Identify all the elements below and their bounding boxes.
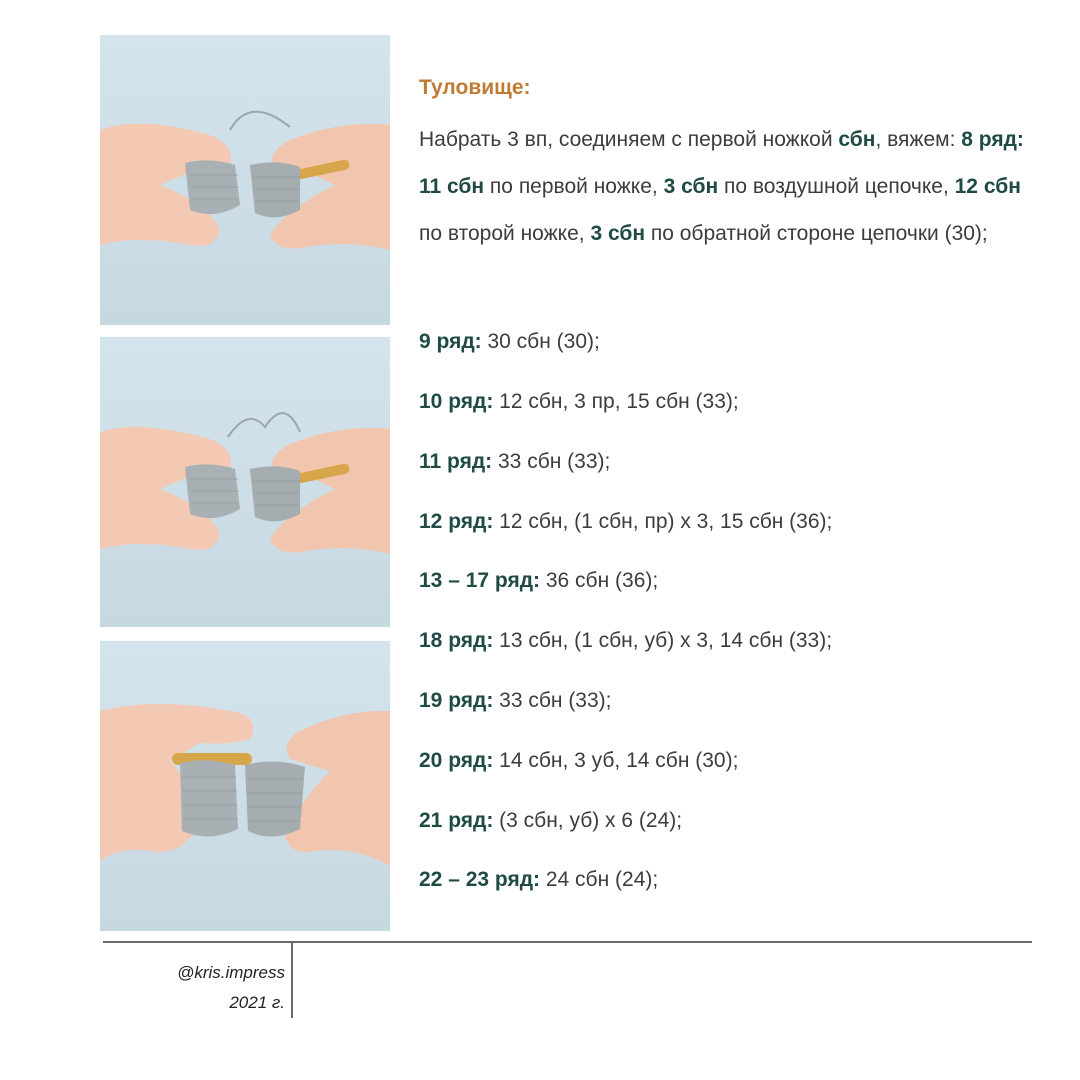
row-label: 10 ряд: xyxy=(419,390,494,413)
intro-bold-segment: 3 сбн xyxy=(590,222,646,245)
row-text: 12 сбн, (1 сбн, пр) х 3, 15 сбн (36); xyxy=(493,510,833,533)
row-label: 21 ряд: xyxy=(419,809,494,832)
intro-segment: по воздушной цепочке, xyxy=(718,175,955,198)
pattern-row xyxy=(419,687,612,715)
row-text: 33 сбн (33); xyxy=(493,689,612,712)
footer-vertical-divider xyxy=(291,943,293,1018)
pattern-row xyxy=(419,388,739,416)
row-label: 13 – 17 ряд: xyxy=(419,569,541,592)
pattern-row xyxy=(419,508,832,536)
row-text: 12 сбн, 3 пр, 15 сбн (33); xyxy=(493,390,739,413)
pattern-row xyxy=(419,627,832,655)
row-text: 36 сбн (36); xyxy=(540,569,659,592)
intro-bold-segment: сбн xyxy=(838,128,876,151)
pattern-row xyxy=(419,747,738,775)
footer-year: 2021 г. xyxy=(229,993,285,1012)
intro-paragraph xyxy=(419,116,1039,257)
row-label: 11 ряд: xyxy=(419,450,493,473)
row-text: 33 сбн (33); xyxy=(492,450,611,473)
row-text: (3 сбн, уб) х 6 (24); xyxy=(493,809,683,832)
row-label: 19 ряд: xyxy=(419,689,494,712)
row-label: 18 ряд: xyxy=(419,629,494,652)
row-label: 20 ряд: xyxy=(419,749,494,772)
row-text: 24 сбн (24); xyxy=(540,868,659,891)
intro-segment: , вяжем: xyxy=(875,128,962,151)
author-handle: @kris.impress xyxy=(177,963,285,982)
row-label: 12 ряд: xyxy=(419,510,494,533)
intro-bold-segment: 12 сбн xyxy=(954,175,1021,198)
pattern-row xyxy=(419,328,600,356)
section-title: Туловище: xyxy=(419,76,531,99)
row-text: 14 сбн, 3 уб, 14 сбн (30); xyxy=(493,749,739,772)
pattern-row xyxy=(419,866,658,894)
intro-segment: по обратной стороне цепочки (30); xyxy=(645,222,988,245)
pattern-row xyxy=(419,567,658,595)
intro-segment: Набрать 3 вп, соединяем с первой ножкой xyxy=(419,128,839,151)
pattern-row xyxy=(419,448,610,476)
intro-segment: по второй ножке, xyxy=(419,222,591,245)
crochet-photo-2 xyxy=(100,337,390,627)
intro-bold-segment: 8 ряд: 11 сбн xyxy=(419,128,1024,198)
intro-bold-segment: 3 сбн xyxy=(663,175,719,198)
crochet-photo-1 xyxy=(100,35,390,325)
intro-segment: по первой ножке, xyxy=(484,175,664,198)
row-label: 9 ряд: xyxy=(419,330,482,353)
crochet-photo-3 xyxy=(100,641,390,931)
row-label: 22 – 23 ряд: xyxy=(419,868,541,891)
row-text: 13 сбн, (1 сбн, уб) х 3, 14 сбн (33); xyxy=(493,629,833,652)
pattern-row xyxy=(419,807,682,835)
row-text: 30 сбн (30); xyxy=(481,330,600,353)
footer-divider xyxy=(103,941,1032,943)
